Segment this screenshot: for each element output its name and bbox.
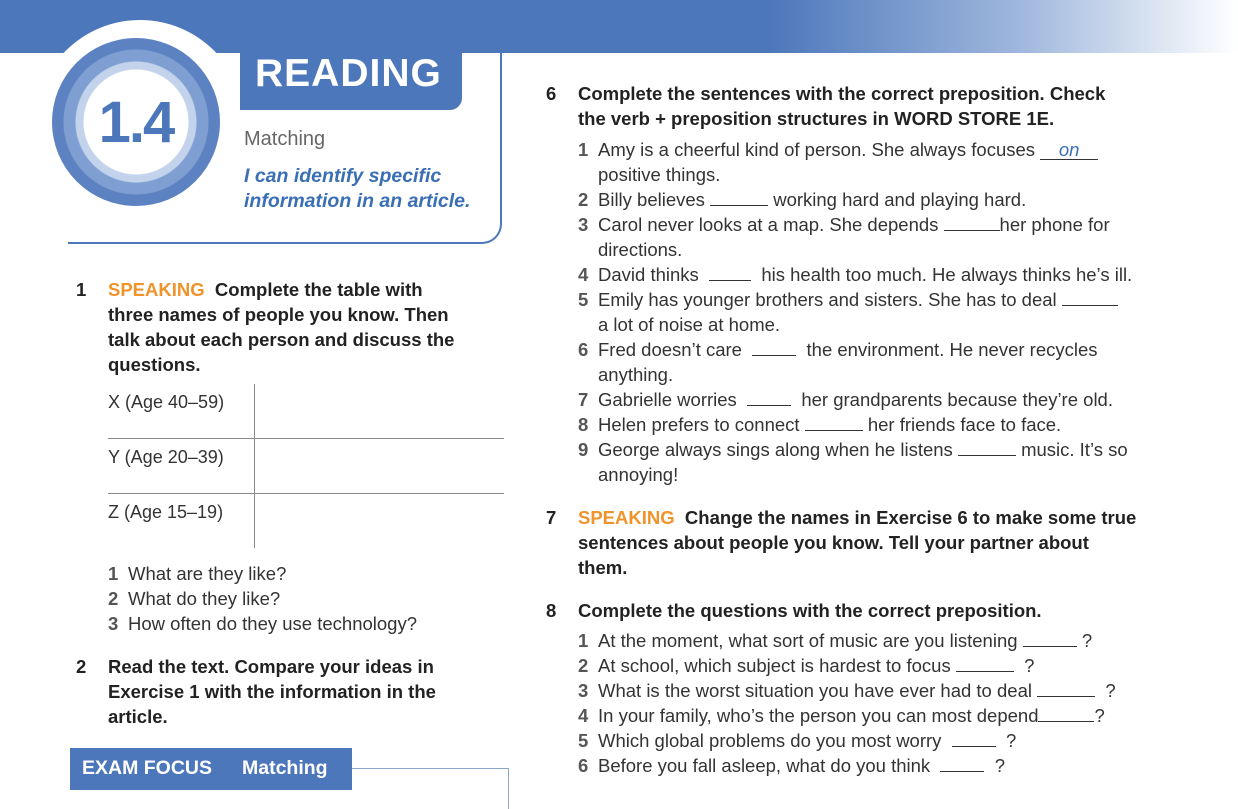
- answer-blank[interactable]: [747, 387, 791, 406]
- exercise-number: 1: [76, 279, 87, 300]
- table-cell: Z (Age 15–19): [108, 502, 224, 522]
- exercise-number: 6: [546, 83, 557, 104]
- objective-line: I can identify specific: [244, 165, 442, 187]
- answer-blank[interactable]: [709, 262, 751, 281]
- answer-blank[interactable]: [958, 437, 1016, 456]
- exercise-number: 8: [546, 600, 557, 621]
- answer-blank[interactable]: [752, 337, 796, 356]
- discussion-questions: [108, 561, 417, 636]
- exercise-number: 2: [76, 656, 87, 677]
- table-row: [108, 439, 504, 494]
- instruction-text: article.: [108, 706, 168, 727]
- objective-line: information in an article.: [244, 190, 471, 212]
- answer-blank[interactable]: [1038, 703, 1094, 722]
- answer-blank[interactable]: [944, 212, 1000, 231]
- instruction-text: questions.: [108, 354, 201, 375]
- table-divider: [254, 494, 255, 548]
- answer-blank[interactable]: [956, 653, 1014, 672]
- lesson-subtitle: Matching: [244, 128, 326, 150]
- instruction-text: sentences about people you know. Tell your partner about: [578, 532, 1089, 553]
- exercise-2: [76, 654, 436, 729]
- answer-blank[interactable]: [1023, 628, 1077, 647]
- speaking-tag: SPEAKING: [108, 279, 205, 300]
- answer-blank[interactable]: [952, 728, 996, 747]
- instruction-text: Read the text. Compare your ideas in: [108, 656, 434, 677]
- answer-blank[interactable]: [710, 187, 768, 206]
- instruction-text: Complete the questions with the correct preposition.: [578, 600, 1042, 621]
- speaking-tag: SPEAKING: [578, 507, 675, 528]
- list-item: 1 What are they like?: [108, 563, 287, 584]
- instruction-text: the verb + preposition structures in WORD STORE 1E.: [578, 108, 1055, 129]
- exam-focus-title: Matching: [242, 757, 328, 779]
- instruction-text: Change the names in Exercise 6 to make some true: [684, 507, 1137, 528]
- section-title: READING: [255, 52, 442, 95]
- list-item: 2 What do they like?: [108, 588, 281, 609]
- exam-focus-banner: [70, 748, 352, 790]
- exercise-6: [546, 81, 1106, 131]
- exam-focus-label: EXAM FOCUS: [82, 757, 213, 779]
- exercise-7: [546, 505, 1137, 580]
- answer-blank[interactable]: [805, 412, 863, 431]
- table-divider: [254, 439, 255, 493]
- lesson-objective: [244, 164, 470, 214]
- instruction-text: Exercise 1 with the information in the: [108, 681, 436, 702]
- answer-blank[interactable]: on: [1040, 141, 1098, 160]
- answer-blank[interactable]: [940, 753, 984, 772]
- table-divider: [254, 384, 255, 438]
- answer-blank[interactable]: [1062, 287, 1118, 306]
- lesson-number: 1.4: [98, 89, 174, 155]
- instruction-text: three names of people you know. Then: [108, 304, 449, 325]
- instruction-text: Complete the table with: [214, 279, 423, 300]
- instruction-text: talk about each person and discuss the: [108, 329, 455, 350]
- exercise-1: [76, 277, 455, 377]
- list-item: 3 How often do they use technology?: [108, 613, 417, 634]
- exercise-number: 7: [546, 507, 557, 528]
- exercise-8: [546, 598, 1042, 623]
- answer-blank[interactable]: [1037, 678, 1095, 697]
- table-cell: X (Age 40–59): [108, 392, 225, 412]
- instruction-text: Complete the sentences with the correct preposition. Check: [578, 83, 1106, 104]
- table-row: [108, 494, 504, 548]
- table-row: [108, 384, 504, 439]
- names-table: [108, 384, 504, 548]
- table-cell: Y (Age 20–39): [108, 447, 224, 467]
- instruction-text: them.: [578, 557, 628, 578]
